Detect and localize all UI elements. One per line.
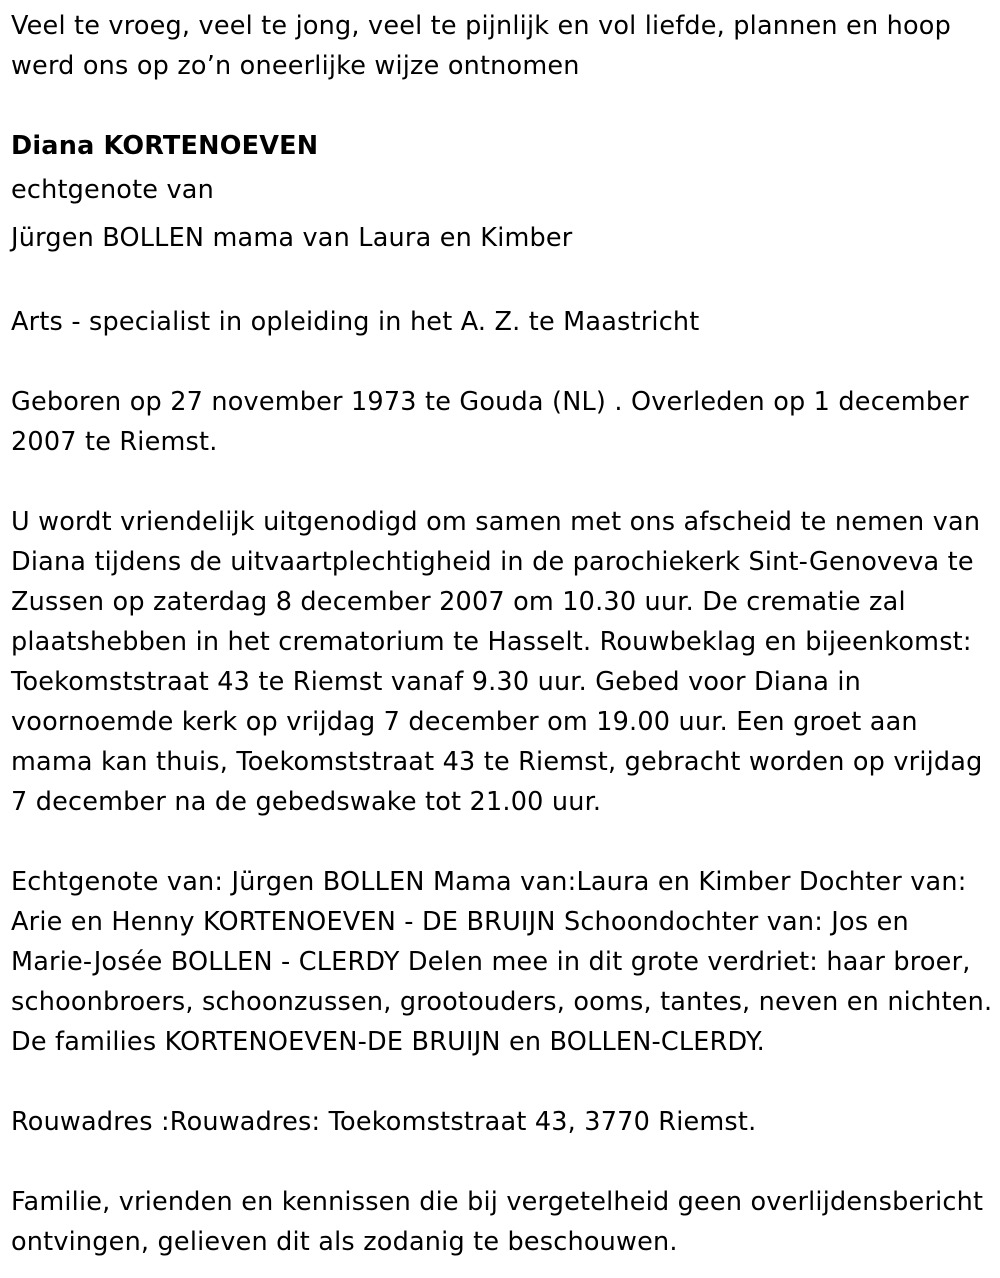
relation-intro: echtgenote van <box>11 175 214 205</box>
closing-text: Familie, vrienden en kennissen die bij vergetelheid geen overlijdensbericht ontvingen, gelieven dit als zodanig te beschouwen. <box>11 1187 984 1257</box>
spacer <box>11 822 993 862</box>
spacer <box>11 262 993 302</box>
birth-death-text: Geboren op 27 november 1973 te Gouda (NL) . Overleden op 1 december 2007 te Riemst. <box>11 387 969 457</box>
obituary-document <box>11 6 993 1262</box>
deceased-name: Diana KORTENOEVEN <box>11 131 319 161</box>
spacer <box>11 462 993 502</box>
family-text: Echtgenote van: Jürgen BOLLEN Mama van:Laura en Kimber Dochter van: Arie en Henny KORTENOEVEN - DE BRUIJN Schoondochter van: Jos en Marie-Josée BOLLEN - CLERDY Delen mee in dit grote verdriet: haar broer, schoonbroers, schoonzussen, grootouders, ooms, tantes, neven en nichten. De families KORTENOEVEN-DE BRUIJN en BOLLEN-CLERDY. <box>11 867 993 1057</box>
address-text: Rouwadres :Rouwadres: Toekomststraat 43, 3770 Riemst. <box>11 1107 757 1137</box>
spacer <box>11 342 993 382</box>
motto-text: Veel te vroeg, veel te jong, veel te pijnlijk en vol liefde, plannen en hoop werd ons op zo’n oneerlijke wijze ontnomen <box>11 11 951 81</box>
spacer <box>11 1142 993 1182</box>
profession-text: Arts - specialist in opleiding in het A. Z. te Maastricht <box>11 307 700 337</box>
spacer <box>11 86 993 126</box>
relation-line: Jürgen BOLLEN mama van Laura en Kimber <box>11 223 573 253</box>
invitation-text: U wordt vriendelijk uitgenodigd om samen met ons afscheid te nemen van Diana tijdens de uitvaartplechtigheid in de parochiekerk Sint-Genoveva te Zussen op zaterdag 8 december 2007 om 10.30 uur. De crematie zal plaatshebben in het crematorium te Hasselt. Rouwbeklag en bijeenkomst: Toekomststraat 43 te Riemst vanaf 9.30 uur. Gebed voor Diana in voornoemde kerk op vrijdag 7 december om 19.00 uur. Een groet aan mama kan thuis, Toekomststraat 43 te Riemst, gebracht worden op vrijdag 7 december na de gebedswake tot 21.00 uur. <box>11 507 983 817</box>
spacer <box>11 1062 993 1102</box>
